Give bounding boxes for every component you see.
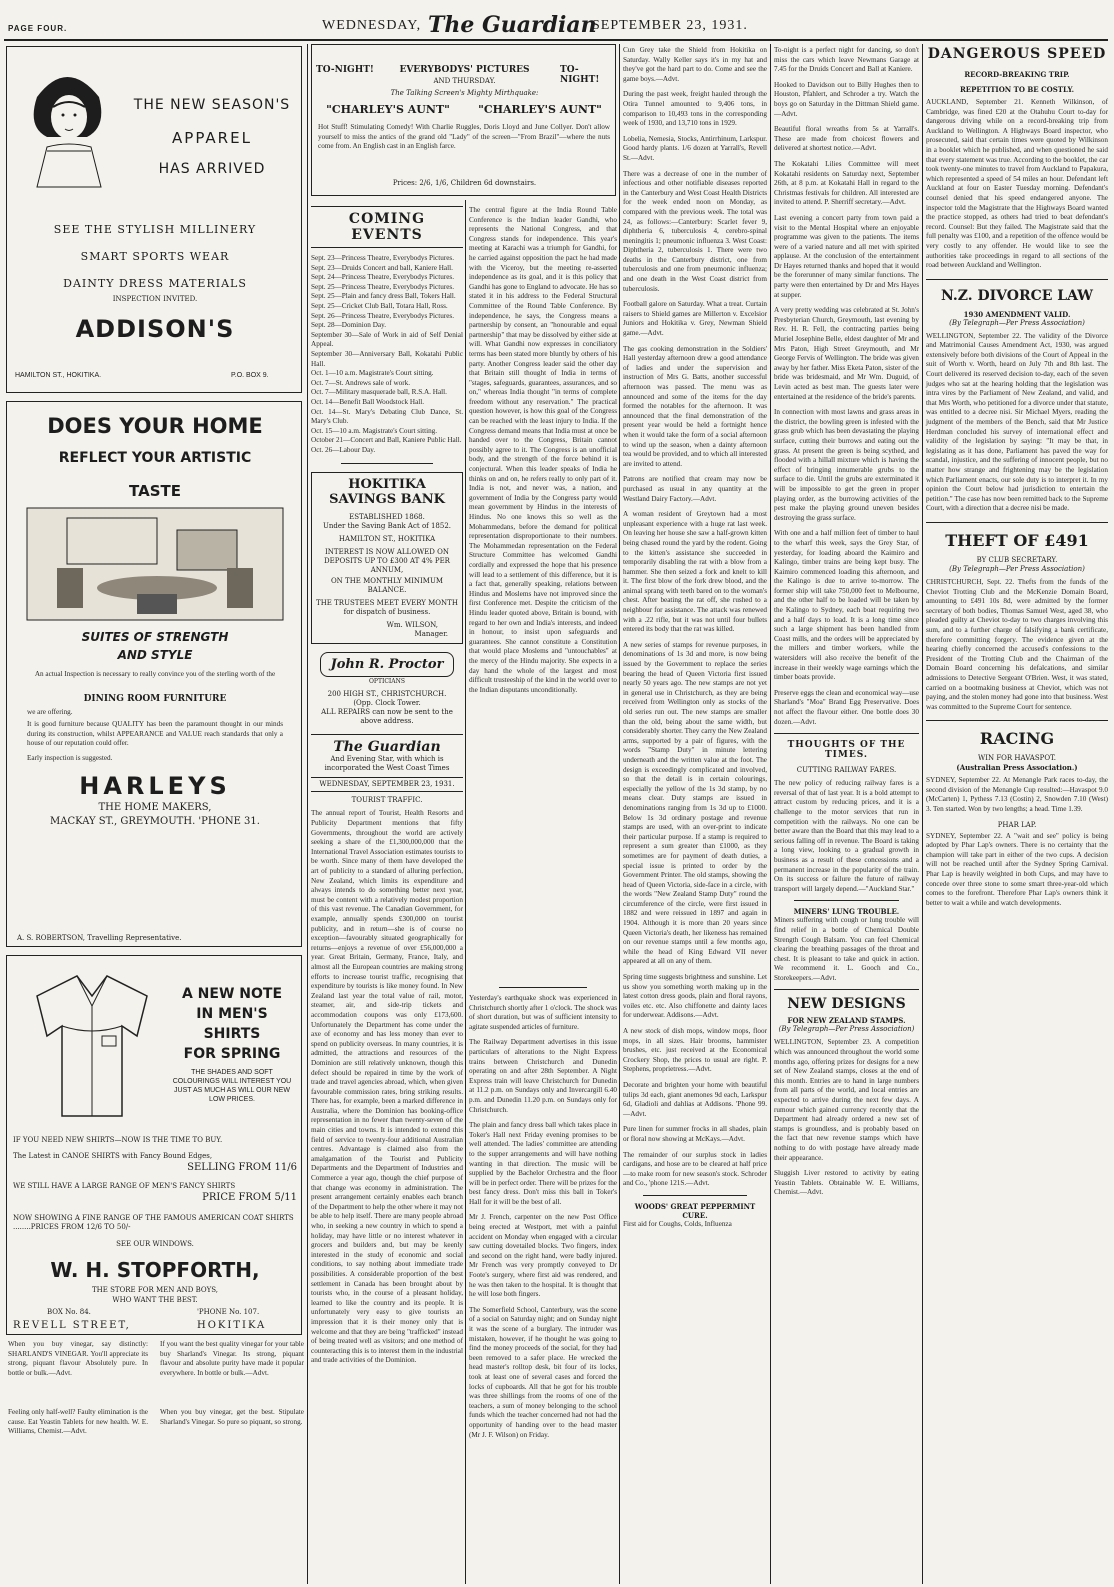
racing-agency: (Australian Press Association.) bbox=[956, 763, 1078, 773]
event-item: Oct. 26—Labour Day. bbox=[311, 445, 376, 454]
ad-stopforth bbox=[6, 955, 302, 1335]
miners-heading: MINERS' LUNG TROUBLE. bbox=[793, 907, 900, 917]
addisons-name: ADDISON'S bbox=[75, 315, 235, 343]
railway-fares-article: The new policy of reducing railway fares is a reversal of that of last year. It is a bold attempt to attract custom by reducing prices, and it is a challenge to the motor services that run in competition with the railways. No one can be better aware than the Board that this may lead to a serious falling off in revenue. The Board is taking a long view, looking to a gradual growth in business as a result of these concessions and a permanent increase in the popularity of the train. On its success or failure the future of railway transport will largely depend.—"Auckland Star." bbox=[774, 779, 919, 893]
harleys-h2: REFLECT YOUR ARTISTIC bbox=[58, 450, 252, 466]
otira-freight-item: During the past week, freight hauled through the Otira Tunnel amounted to 9,406 tons, in comparison to 10,493 tons in the corresponding week of 1930, and 13,710 tons in 1929. bbox=[623, 90, 767, 128]
new-designs-heading: NEW DESIGNS bbox=[787, 996, 906, 1013]
harleys-p2: we are offering. bbox=[27, 708, 73, 716]
menangle-article: SYDNEY, September 22. At Menangle Park races to-day, the second division of the Menangle Cup resulted:—Havaspot 9.0 (McCarten) 1, Pythess 7.13 (Costin) 2, Snowden 7.10 (West) 3. Ten started. Won by two lengths; a head. Time 1.39. bbox=[926, 776, 1108, 814]
egg-preservative-advt: Preserve eggs the clean and economical way—use Sharland's "Moa" Brand Egg Preservative. Does not affect the flavour either. One bottle does 30 dozen.—Advt. bbox=[774, 688, 919, 726]
stopforth-american: NOW SHOWING A FINE RANGE OF THE FAMOUS AMERICAN COAT SHIRTS ........PRICES FROM 12/6 TO 50/- bbox=[13, 1214, 294, 1231]
dance-cars-advt: To-night is a perfect night for dancing, so don't miss the cars which leave Newmans Garage at 7.45 for the Druids Concert and Ball at Kaniere. bbox=[774, 46, 919, 74]
talking-screen: The Talking Screen's Mighty Mirthquake: bbox=[390, 89, 539, 97]
woods-body: First aid for Coughs, Colds, Influenza bbox=[623, 1219, 732, 1228]
harleys-h3: TASTE bbox=[129, 482, 181, 500]
harleys-suites: SUITES OF STRENGTH bbox=[81, 630, 229, 644]
revenue-stamps-item: A new series of stamps for revenue purposes, in denominations of 1s 3d and more, is now being issued by the Government to replace the series bearing the head of Queen Victoria first issued nearly 50 years ago. The new stamps are not yet in general use in Christchurch, as they are being received from Wellington only as stocks of the old series run out. The new stamps are smaller than the old, being about the same width, but considerably shorter. They carry the New Zealand arms, supported by a pair of figures, with the words "Stamp Duty" in minute lettering underneath and the written value at the foot. The design is exceedingly complicated and involved, so that the detail is in certain colourings, especially the yellow of the 1s 3d stamp, by no means clear. Duty stamps are issued in denominations ranging from 1s 3d up to £1000. Below 1s 3d ordinary postage and revenue stamps are used, with an over-print to indicate their particular purpose. If a stamp is required to represent a sum greater than £1000, as they sometimes are for payment of death duties, a special issue is printed to order by the Government Printer. The old stamps, showing the head of Queen Victoria, side-face in a circle, with the words "New Zealand Stamp Duty" round the circumference of the circle, were first issued in 1882 and were reissued in 1897 and again in 1904. Although it is more than 20 years since Queen Victoria's death, her likeness has remained on our revenue stamps until a few months ago, while the head of King Edward VII never appeared at all on any of them. bbox=[623, 640, 767, 966]
event-item: Oct. 14—St. Mary's Debating Club Dance, St. Mary's Club. bbox=[311, 407, 463, 426]
stopforth-need: IF YOU NEED NEW SHIRTS—NOW IS THE TIME TO BUY. bbox=[13, 1136, 223, 1144]
bank-trustees: THE TRUSTEES MEET EVERY MONTH for dispatch of business. bbox=[316, 599, 458, 617]
stopforth-h1: A NEW NOTE bbox=[181, 986, 283, 1002]
woman-portrait-illustration bbox=[17, 57, 117, 187]
event-item: Sept. 25—Princess Theatre, Everybodys Pictures. bbox=[311, 282, 454, 291]
stopforth-canoe-price: SELLING FROM 11/6 bbox=[187, 1162, 297, 1173]
theft-article: CHRISTCHURCH, Sept. 22. Thefts from the funds of the Cheviot Trotting Club and the McKenzie Domain Board, amounting to £491 10s 8d, were admitted by the former secretary of both bodies, Thomas Samuel West, aged 38, who pleaded guilty at Cheviot to-day to two charges involving this sum, and to a further charge of falsifying a bank certificate, therefore committing forgery. The evidence given at the hearing chiefly concerned the accused's confessions to the President of the Trotting Club and the Chairman of the Domain Board concerning his defalcations, and similar admissions to Detective Sergeant O'Brien. West, it was stated, carried on a bootmaking business at Cheviot, which was not paying, and the stolen money had gone into that business. West was committed to the Supreme Court for sentence. bbox=[926, 577, 1108, 711]
divorce-article: WELLINGTON, September 22. The validity of the Divorce and Matrimonial Causes Amendment Act, 1930, was argued extensively before both divisions of the Court of Appeal in the suit of Worth v. Worth, heard on July 7th and 8th last. The Court delivered its reserved decision to-day, each of the seven judges who sat at the hearing holding that the legislation was intra vires by the Parliament of New Zealand, and valid, and that Mrs Worth, who petitioned for a divorce under that statute, was entitled to a decree nisi. Sir Michael Myers, reading the judgment of the members of the Bench, said that Mr Justice Herdman concluded his survey of international effect and validity of the legislation by saying: "It may be that, in legislating as it has done, Parliament has paved the way for scandal, injustice, and the suffering of innocent people, but no matter how strange and frightening may be the legislation which Parliament enacts, our sole duty is to interpret it. In my opinion the Court below had jurisdiction to entertain the petition." The case has now been remitted back to the Supreme Court, with a direction that a decree nisi be made. bbox=[926, 331, 1108, 513]
addisons-inspection: INSPECTION INVITED. bbox=[112, 295, 198, 303]
stopforth-tag1: THE STORE FOR MEN AND BOYS, bbox=[91, 1286, 219, 1294]
racing-heading: RACING bbox=[979, 729, 1055, 749]
and-thursday: AND THURSDAY. bbox=[433, 77, 496, 85]
stopforth-h3: SHIRTS bbox=[203, 1026, 261, 1042]
yeastin-advt: Feeling only half-well? Faulty elimination is the cause. Eat Yeastin Tablets for new health. W. E. Williams, Chemist.—Advt. bbox=[8, 1408, 148, 1436]
event-item: Sept. 23—Druids Concert and ball, Kaniere Hall. bbox=[311, 263, 453, 272]
harleys-p4: Early inspection is suggested. bbox=[27, 754, 113, 762]
event-item: Sept. 26—Princess Theatre, Everybodys Pictures. bbox=[311, 311, 454, 320]
divorce-sub: 1930 AMENDMENT VALID. bbox=[963, 309, 1071, 319]
charleys-aunt-blurb: Hot Stuff! Stimulating Comedy! With Charlie Ruggles, Doris Lloyd and June Collyer. Don't allow yourself to miss the antics of the grand old "Lady" of the screen—"From Brazil"—where the nuts come from. An English cast in an English farce. bbox=[318, 123, 610, 151]
new-designs-article: WELLINGTON, September 23. A competition which was announced throughout the world some months ago, offering prizes for designs for a new set of New Zealand stamps, closes at the end of this month. Entries are to hand in large numbers from all parts of the world, and local entries are expected to arrive during the next few days. A rumour which gained currency recently that the Department had already ordered a new set of stamps is groundless, and is probably based on the fact that new revenue stamps which have nothing to do with postage have already made their appearance. bbox=[774, 1038, 919, 1162]
dangerous-speed-article: AUCKLAND, September 21. Kenneth Wilkinson, of Cambridge, was fined £20 at the Otahuhu Court to-day for dangerous driving while on a record-breaking trip from Auckland to Wellington. A Highways Board inspector, who prosecuted, said that certain times were quoted by Wilkinson in a booklet which he published, and when questioned he said that every statement was true. According to the booklet, the car took twenty-one minutes to travel from Auckland to Papakura, which represented a speed of 54 miles an hour. Defendant left Auckland at four on Easter Tuesday morning. Defendant's counsel denied that his speed endangered anyone. The inspector told the Magistrate that the Highways Board wanted the practice stopped, as others had tried to beat defendant's record. Counsel: But they failed. The Magistrate said that the full penalty was £100, and a repetition of the offence would be very costly to any offender. He would like to see the authorities take proceedings in regard to all sections of the road between Auckland and Wellington. bbox=[926, 98, 1108, 270]
earthquake-item: Yesterday's earthquake shock was experienced in Christchurch shortly after 1 o'clock. The shock was of short duration, but was of sufficient intensity to agitate suspended articles of furniture. bbox=[469, 994, 617, 1031]
phar-lap-article: SYDNEY, September 22. A "wait and see" policy is being adopted by Phar Lap's owners. There is no certainty that the champion will take part in either of the two cups. A decision will not be reached until after the Sydney Spring Carnival. Phar Lap is heavily weighted in both Cups, and may have to concede over three stone to some smart three-year-old which comes to the forefront. Therefore Phar Lap's owners think it better to wait a while and watch developments. bbox=[926, 831, 1108, 907]
divorce-telegraph: (By Telegraph—Per Press Association) bbox=[949, 318, 1085, 327]
rat-kitten-item: A woman resident of Greytown had a most unpleasant experience with a huge rat last week. On leaving her house she saw a half-grown kitten being chased round the yard by the rodent. Going to the kitten's assistance she succeeded in temporarily disabling the rat with a blow from a hammer. She then seized a fork and knelt to kill it. The first blow of the fork drew blood, and the animal sprang with teeth bared on to the woman's chest. After beating the rat off, she rushed to a neighbour for assistance. The attack was renewed with a .22 rifle, but it was not until four bullets entered its body that the rat was killed. bbox=[623, 510, 767, 634]
event-item: Oct. 14—Benefit Ball Woodstock Hall. bbox=[311, 397, 425, 406]
new-designs-telegraph: (By Telegraph—Per Press Association) bbox=[778, 1025, 915, 1034]
masthead-rule bbox=[4, 39, 1108, 41]
thoughts-heading: THOUGHTS OF THE TIMES. bbox=[787, 740, 906, 761]
charleys-aunt-left: "CHARLEY'S AUNT" bbox=[326, 103, 450, 116]
bank-address: HAMILTON ST., HOKITIKA bbox=[338, 535, 436, 544]
surplus-advt: The remainder of our surplus stock in ladies cardigans, and hose are to be cleared at half price—to make room for new season's stock. Schroder and Co., 'phone 121S.—Advt. bbox=[623, 1150, 767, 1188]
event-item: September 30—Anniversary Ball, Kokatahi Public Hall. bbox=[311, 349, 463, 368]
stopforth-h2: IN MEN'S bbox=[196, 1006, 268, 1022]
dateline-date: SEPTEMBER 23, 1931. bbox=[592, 18, 748, 33]
shirt-illustration bbox=[17, 966, 167, 1126]
harleys-tagline: THE HOME MAKERS, bbox=[98, 802, 212, 813]
event-item: Oct. 15—10 a.m. Magistrate's Court sitting. bbox=[311, 426, 438, 435]
event-item: Sept. 25—Cricket Club Ball, Totara Hall, Ross. bbox=[311, 301, 448, 310]
stopforth-canoe: The Latest in CANOE SHIRTS with Fancy Bound Edges, bbox=[13, 1152, 213, 1160]
divorce-heading: N.Z. DIVORCE LAW bbox=[940, 287, 1094, 304]
page-number: PAGE FOUR. bbox=[8, 24, 68, 33]
event-item: Oct. 7—Military masquerade ball, R.S.A. Hall. bbox=[311, 388, 447, 397]
harleys-p1: An actual Inspection is necessary to really convince you of the sterling worth of the bbox=[34, 670, 276, 678]
stopforth-tag2: WHO WANT THE BEST. bbox=[112, 1296, 198, 1304]
hospital-concert-item: Last evening a concert party from town paid a visit to the Mental Hospital where an enjoyable programme was given to the patients. The items were of a varied nature and all met with spirited applause. At the conclusion of the entertainment Dr Hayes returned thanks and hoped that it would be the forerunner of many similar functions. The party were then entertained by Dr and Mrs Hayes at supper. bbox=[774, 213, 919, 299]
event-item: Sept. 24—Princess Theatre, Everybodys Pictures. bbox=[311, 273, 454, 282]
bank-act: Under the Saving Bank Act of 1852. bbox=[322, 522, 452, 531]
timber-item: With one and a half million feet of timber to haul to the wharf this week, says the Grey Star, of yesterday, for loading aboard the Kaimiro and Kalingo, timber trains are being kept busy. The Kaimiro commenced loading this afternoon, and the Kalingo is due to arrive to-morrow. The former ship will take 750,000 feet to Melbourne, and the other half to be loaded will be taken by the Kalingo to Sydney, each boat requiring two and a half days to load. It is a long time since such a large shipment has been handled from Coast mills, and the orders will be appreciated by the millers and timber workers, while the watersiders will also receive the benefit of the increase in their weekly wage earnings which the timber boats provide. bbox=[774, 529, 919, 682]
vinegar-advt-a: When you buy vinegar, say distinctly: SHARLAND'S VINEGAR. You'll appreciate its strong, piquant flavour Absolutely pure. In bottle or bulk.—Advt. bbox=[8, 1340, 148, 1377]
football-advt: Football galore on Saturday. What a treat. Curtain raisers to Shield games are Millerton v. Excelsior Juniors and Hokitika v. Grey, Newman Shield game.—Advt. bbox=[623, 300, 767, 338]
gas-cooking-item: The gas cooking demonstration in the Soldiers' Hall yesterday afternoon drew a good attendance of ladies and under the supervision and instruction of Mrs G. Batts, another successful afternoon was passed. The menu was as announced and some of the items for the day formed the notables for the afternoon. It was announced that the final demonstration of the present year would be held a fortnight hence when it would take the form of a social afternoon to wind up the season, when a dainty afternoon tea would be provided, and to which all interested are invited to attend. bbox=[623, 344, 767, 468]
proctor-logo: John R. Proctor bbox=[320, 652, 455, 677]
theft-sub: BY CLUB SECRETARY. bbox=[976, 555, 1058, 564]
dining-room-illustration bbox=[27, 508, 283, 620]
addisons-line1: THE NEW SEASON'S bbox=[133, 97, 291, 113]
dateline-day: WEDNESDAY, bbox=[322, 18, 422, 33]
dittman-shield-advt: Hooked to Davidson out to Billy Hughes then to Houston, Pfahlert, and Schroder a try. Watch the boys go on Saturday in the Dittman Shield game.—Advt. bbox=[774, 80, 919, 118]
dangerous-speed-heading: DANGEROUS SPEED bbox=[927, 46, 1107, 62]
stopforth-name: W. H. STOPFORTH, bbox=[50, 1258, 260, 1282]
lobelia-advt: Lobelia, Nemesia, Stocks, Antirrhinum, Larkspur. Good hardy plants. 1/6 dozen at Yarrall's, Revell St.—Advt. bbox=[623, 134, 767, 162]
masthead-title: The Guardian bbox=[428, 12, 597, 38]
speed-sub1: RECORD-BREAKING TRIP. bbox=[964, 70, 1070, 79]
tonight-right: TO-NIGHT! bbox=[560, 65, 600, 85]
proctor-opposite: (Opp. Clock Tower. bbox=[353, 699, 421, 708]
addisons-millinery: SEE THE STYLISH MILLINERY bbox=[53, 223, 257, 236]
addisons-line2: APPAREL bbox=[172, 129, 252, 147]
addisons-line3: HAS ARRIVED bbox=[158, 161, 266, 177]
cream-advt: Patrons are notified that cream may now be purchased as usual in any quantity at the Westland Dairy Factory.—Advt. bbox=[623, 475, 767, 503]
event-item: Sept. 28—Dominion Day. bbox=[311, 321, 386, 330]
column-rule bbox=[922, 44, 923, 1584]
shield-advt: Cun Grey take the Shield from Hokitika on Saturday. Wally Keller says it's in my hat and they've got the hard part to do. Come and see the game boys.—Advt. bbox=[623, 46, 767, 83]
harleys-furniture: DINING ROOM FURNITURE bbox=[83, 694, 227, 704]
bank-title-1: HOKITIKA bbox=[348, 477, 426, 493]
diseases-item: There was a decrease of one in the number of infectious and other notifiable diseases reported in the Canterbury and West Coast Health Districts for the week ended noon on Monday, as compared with the previous week. The total was 24, as follows:—Canterbury: Scarlet fever 9, diphtheria 6, tuberculosis 4, cerebro-spinal meningitis 1; pneumonic influenza 3. West Coast: Diphtheria 2, tuberculosis 1. There were two deaths in the Canterbury district, one from tuberculosis and one from pneumonic influenza; and one death in the West Coast district from tuberculosis. bbox=[623, 169, 767, 293]
tonight-left: TO-NIGHT! bbox=[316, 65, 374, 75]
harleys-style: AND STYLE bbox=[117, 648, 193, 662]
column-rule bbox=[770, 44, 771, 1584]
addisons-sports: SMART SPORTS WEAR bbox=[80, 250, 230, 263]
gandhi-article: The central figure at the India Round Table Conference is the Indian leader Gandhi, who represents the National Congress, and that Congress stands for independence. This year's meeting at Karachi was a triumph for Gandhi, for he carried against opposition the pact he had made with the Viceroy, but the meeting re-asserted independence as its goal, and it is this policy that Gandhi has gone to England to advocate. He has so stated it in his address to the Federal Structural Committee of the Round Table Conference. By independence, he says, the Congress means a partnership by consent, an "honourable and equal partnership" that may be dissolved by either side at will. What Gandhi now expresses in conciliatory terms has been stated more bluntly by others of his party. Another Congress leader said the other day that Britain still thought of India in terms of "stages, safeguards, guarantees, assurances, and so on," whereas India thought "in terms of complete freedom without any reservation." The practical question however, is how this goal of the Congress can be reached with the least injury to India. If the Congress demand means that India must at once be handed over to the Congress, Britain cannot possibly agree to it. The Congress is an unofficial body, and the strength of the force behind it is conjectural. When this leader speaks of India he thinks on and on, he refers really to only part of it. India is not, and never was, a nation, and government of India by the Congress party would mean government by Hindus in the interests of Hindus. No one knows this so well as the Mohammedans, before the demand for political representation disproportionate to their numbers. The Mohammedan representation on the Federal Structure Committee has welcomed Gandhi cordially and expressed the hope that his presence will lead to a settlement of this difference, but it is a fact that, generally speaking, relations between Hindus and Moslems have not improved since the first Conference met. Despite the criticism of the Hindu leader quoted above, Britain is bound, with regard to her own and India's interests, and indeed in honour, to insist upon safeguards and guarantees. She cannot constitute a Constitution that would place Moslems and "untouchables" at the mercy of the Hindu majority. She expects in a day hand the whole of the largest and most difficult trusteeship of the kind in the world over to the Indian disputants unconditionally. bbox=[469, 206, 617, 694]
bank-established: ESTABLISHED 1868. bbox=[349, 513, 425, 522]
stopforth-h4: FOR SPRING bbox=[183, 1046, 281, 1062]
new-designs-sub: FOR NEW ZEALAND STAMPS. bbox=[787, 1016, 906, 1026]
harleys-h1: DOES YOUR HOME bbox=[47, 414, 263, 438]
woods-heading: WOODS' GREAT PEPPERMINT CURE. bbox=[634, 1201, 756, 1220]
addisons-address: HAMILTON ST., HOKITIKA. bbox=[15, 372, 102, 379]
addisons-materials: DAINTY DRESS MATERIALS bbox=[63, 277, 247, 290]
school-burglary-item: The Somerfield School, Canterbury, was the scene of a social on Saturday night; and on Sunday night it was the scene of a burglary. The intruder was mistaken, however, if he thought he was going to find the money proceeds of the social, for they had been removed to a safer place. He wrecked the head master's rolltop desk, bit four of its locks, took at least one of several cases and forced the locks of cupboards. All that he got for his trouble was three shillings from the rooms of one of the teachers, a sum of money belonging to the school funds which the teacher concerned had not had the opportunity of handing over to the head master (Mr J. F. Wilson) on Friday. bbox=[469, 1305, 617, 1439]
column-rule bbox=[619, 44, 620, 1584]
guardian-dateline: WEDNESDAY, SEPTEMBER 23, 1931. bbox=[311, 777, 463, 792]
stopforth-box: BOX No. 84. bbox=[47, 1308, 91, 1316]
ad-addisons bbox=[6, 46, 302, 393]
ad-harleys bbox=[6, 401, 302, 947]
event-item: October 21—Concert and Ball, Kaniere Public Hall. bbox=[311, 436, 462, 445]
stopforth-large-price: PRICE FROM 5/11 bbox=[202, 1192, 297, 1203]
stopforth-phone: 'PHONE No. 107. bbox=[197, 1308, 260, 1316]
tourist-article: The annual report of Tourist, Health Resorts and Publicity Department mentions that fifty Governments, throughout the world are actively seeking a share of the £1,300,000,000 that the International Travel Association estimates tourists to be worth. Since many of them have developed the art of publicity to a standard of alluring perfection, New Zealand, which limits its expenditure and always intends to do something better next year, must be content with a relatively modest proportion of this vast revenue. The Canadian Government, for example, annually spends £300,000 on tourist publicity, and in return—she is of course no exception—favourably situated geographically for returns—enjoys a revenue of over £56,000,000 a year. Great Britain, Germany, France, Italy, and almost all the European countries are making strong efforts to increase tourist traffic, recognising that expenditure by tourists is like money found. In New Zealand last year the total value of rail, motor, steamer, air, and side-trip tickets and accommodation coupons was only £173,600. Unfortunately the Department has come under the axe of economy and has less money than ever to spend on publicity overseas. In many countries, it is admitted, the attractions and resources of the Dominion are still relatively unknown, though this defect should be repaired in time by the work of trade and travel agencies abroad, which, when given favourable commission rates, bring striking results. There has, for example, been a marked difference in Australia, where the Dominion has booking-office representation in no fewer than twenty-seven of the main cities and towns. It is intended to extend this field of service to twenty-four additional Australian centres. Advantage is claimed also from the amalgamation of the Tourist and Publicity Departments and the Department of Industries and Commerce a year ago, though the chief purpose of that change was economy in administration. The present arrangement certainly enables each branch of the Department to help the other where it may not be able to help itself. There are many people abroad who, in seeking a new country in which to spend a holiday, may have little or no interest whatever in grocers and builders and, but may be keenly interested in the study of economic and social conditions, to say nothing about immediate trade possibilities. A considerable proportion of the best settlement in Canada has been brought about by tourists who, in the course of a pleasant holiday, learned to like the country and its people. It is unfortunately very easy to give tourists an impression that it is their money only that is welcome and that they are being "trafficked" instead of being treated well as visitors; and one method of counteracting this is to interest them in the industrial and trade activities of the Dominion. bbox=[311, 809, 463, 1365]
railway-item: The Railway Department advertises in this issue particulars of alterations to the Night Express trains between Christchurch and Dunedin operating on and after 28th September. A Night Express train will leave Christchurch for Dunedin at 11.2 p.m. on Sundays only and Invercargill 6.40 p.m. and Dunedin 11.20 p.m. on Sundays only for Christchurch. bbox=[469, 1038, 617, 1114]
theft-heading: THEFT OF £491 bbox=[945, 530, 1089, 550]
railway-fares-heading: CUTTING RAILWAY FARES. bbox=[796, 766, 897, 775]
coming-events-heading: COMING EVENTS bbox=[311, 206, 463, 248]
column-rule bbox=[465, 200, 466, 1584]
harleys-name: HARLEYS bbox=[79, 772, 231, 800]
racing-sub: WIN FOR HAVASPOT. bbox=[978, 754, 1056, 763]
kokatahi-item: The Kokatahi Lilies Committee will meet Kokatahi residents on Saturday next, September 26th, at 8 p.m. at Kokatahi Hall in regard to the Christmas festivals for children. All interested are invited to attend. P. Sherriff secretary.—Advt. bbox=[774, 159, 919, 207]
coming-events-list bbox=[311, 254, 463, 455]
event-item: Oct. 1—10 a.m. Magistrate's Court sitting. bbox=[311, 369, 434, 378]
harleys-p3: It is good furniture because QUALITY has been the paramount thought in our minds during its construction, whilst APPEARANCE and VALUE reach standards that only a house of our reputation could offer. bbox=[27, 720, 283, 748]
miners-advt: Miners suffering with cough or lung trouble will find relief in a bottle of Chemical Double Strength Cough Balsam. You can feel Chemical clearing the breathing passages of the throat and chest. It is pleasant to take and quick in action. We recommend it. L. Gooch and Co., Storekeepers.—Advt. bbox=[774, 916, 919, 982]
stopforth-street: REVELL STREET, bbox=[13, 1320, 131, 1331]
stopforth-windows: SEE OUR WINDOWS. bbox=[116, 1240, 194, 1248]
stopforth-p1: THE SHADES AND SOFT COLOURINGS WILL INTEREST YOU JUST AS MUCH AS WILL OUR NEW LOW PRICES. bbox=[172, 1069, 292, 1103]
bank-interest: INTEREST IS NOW ALLOWED ON DEPOSITS UP TO £300 AT 4% PER ANNUM, bbox=[324, 548, 450, 575]
harleys-address: MACKAY ST., GREYMOUTH. 'PHONE 31. bbox=[50, 816, 260, 827]
spring-advt: Spring time suggests brightness and sunshine. Let us show you something worth making up in the latest cotton dress goods, plain and floral rayons, voiles etc. etc. Also chiffonette and dainty laces for underwear. Addisons.—Advt. bbox=[623, 973, 767, 1020]
vinegar-advt-b: If you want the best quality vinegar for your table buy Sharland's Vinegar. Its strong, piquant flavour and absolute purity have made it popular everywhere. In bottle or bulk.—Advt. bbox=[160, 1340, 304, 1377]
bank-manager-title: Manager. bbox=[414, 630, 448, 639]
wreaths-advt: Beautiful floral wreaths from 5s at Yarrall's. These are made from choicest flowers and delivered at shortest notice.—Advt. bbox=[774, 125, 919, 153]
column-rule bbox=[307, 44, 308, 1584]
everybodys-prices: Prices: 2/6, 1/6, Children 6d downstairs. bbox=[392, 179, 537, 187]
proctor-address: 200 HIGH ST., CHRISTCHURCH. bbox=[327, 690, 447, 699]
fancy-dress-item: The plain and fancy dress ball which takes place in Toker's Hall next Friday evening promises to be well attended. The ladies' committee are attending to the supper arrangements and will have nothing wanting in that direction. The music will be supplied by the Bachelor Orchestra and the floor will be in perfect order. There will be prizes for the best fancy dress. Don't miss this ball in Toker's Hall for it will be the best of all. bbox=[469, 1121, 617, 1206]
dish-mops-advt: A new stock of dish mops, window mops, floor mops, in all sizes. Hair brooms, hammister brushes, etc. just received at the Economical Crockery Shop, the prices to usual are right. P. Stephens, proprietress.—Advt. bbox=[623, 1027, 767, 1074]
ad-everybodys-pictures bbox=[311, 44, 616, 196]
stopforth-town: HOKITIKA bbox=[197, 1320, 267, 1331]
bank-manager: Wm. WILSON, bbox=[386, 621, 438, 630]
grass-grub-item: In connection with most lawns and grass areas in the district, the bowling green is infested with the grass grub which has been devastating the playing surface, cutting their burrows and eating out the grass. At present the green is being scythed, and flooded with a hillall mixture which is having the effect of bringing innumerable grubs to the surface to die. Until the grubs are exterminated it will be impossible to get the green in proper playing order, as the burrowing activities of the pest make the playing ground uneven besides destroying the grass surface. bbox=[774, 408, 919, 522]
everybodys-title: EVERYBODYS' PICTURES bbox=[399, 65, 530, 75]
event-item: Sept. 25—Plain and fancy dress Ball, Tokers Hall. bbox=[311, 292, 456, 301]
french-accident-item: Mr J. French, carpenter on the new Post Office being erected at Westport, met with a painful accident on Monday when engaged with a circular saw cutting dovetailed blocks. Two fingers, index and second on the right hand, were badly injured. Mr French was very promptly conveyed to Dr Foote's surgery, where first aid was rendered, and he was then taken to the hospital. It is thought that he will lose both fingers. bbox=[469, 1213, 617, 1299]
linen-advt: Pure linen for summer frocks in all shades, plain or floral now showing at McKays.—Advt. bbox=[623, 1125, 767, 1143]
guardian-subtitle: And Evening Star, with which is incorporated the West Coast Times bbox=[324, 755, 450, 773]
theft-telegraph: (By Telegraph—Per Press Association) bbox=[949, 564, 1085, 573]
tulips-advt: Decorate and brighten your home with beautiful tulips 3d each, giant anemones 9d each, Larkspur 6d, Gladioli and dahlias at Addisons. 'Phone 99.—Advt. bbox=[623, 1080, 767, 1118]
speed-sub2: REPETITION TO BE COSTLY. bbox=[959, 85, 1075, 94]
harleys-rep: A. S. ROBERTSON, Travelling Representative. bbox=[17, 934, 182, 942]
proctor-repairs: ALL REPAIRS can now be sent to the above address. bbox=[321, 708, 453, 726]
proctor-opticians: OPTICIANS bbox=[369, 678, 405, 686]
wedding-item: A very pretty wedding was celebrated at St. John's Presbyterian Church, Greymouth, last evening by Rev. H. R. Fell, the contracting parties being Muriel Josephine Belle, eldest daughter of Mr and Mrs Paton, High Street Greymouth, and Mr George Fervis of Wellington. The bride was given away by her father. Miss Eketa Paton, sister of the bride was bridesmaid, and Mr Wm. Duguid, of Levin acted as best man. The guests later were entertained at the residence of the bride's parents. bbox=[774, 306, 919, 401]
event-item: September 30—Sale of Work in aid of Self Denial Appeal. bbox=[311, 330, 463, 349]
event-item: Sept. 23—Princess Theatre, Everybodys Pictures. bbox=[311, 254, 454, 262]
guardian-title: The Guardian bbox=[311, 734, 463, 755]
bank-title-2: SAVINGS BANK bbox=[329, 492, 445, 508]
addisons-box: P.O. BOX 9. bbox=[231, 372, 269, 379]
tourist-heading: TOURIST TRAFFIC. bbox=[351, 796, 423, 805]
stopforth-large: WE STILL HAVE A LARGE RANGE OF MEN'S FANCY SHIRTS bbox=[13, 1182, 236, 1190]
bank-minimum: ON THE MONTHLY MINIMUM BALANCE. bbox=[330, 577, 444, 595]
event-item: Oct. 7—St. Andrews sale of work. bbox=[311, 378, 411, 387]
charleys-aunt-right: "CHARLEY'S AUNT" bbox=[478, 103, 602, 116]
vinegar-advt-d: When you buy vinegar, get the best. Stipulate Sharland's Vinegar. So pure so piquant, so strong. bbox=[160, 1408, 304, 1426]
phar-lap-heading: PHAR LAP. bbox=[997, 820, 1037, 829]
sluggish-liver-advt: Sluggish Liver restored to activity by eating Yeastin Tablets. Obtainable W. E. Williams, Chemist.—Advt. bbox=[774, 1169, 919, 1197]
